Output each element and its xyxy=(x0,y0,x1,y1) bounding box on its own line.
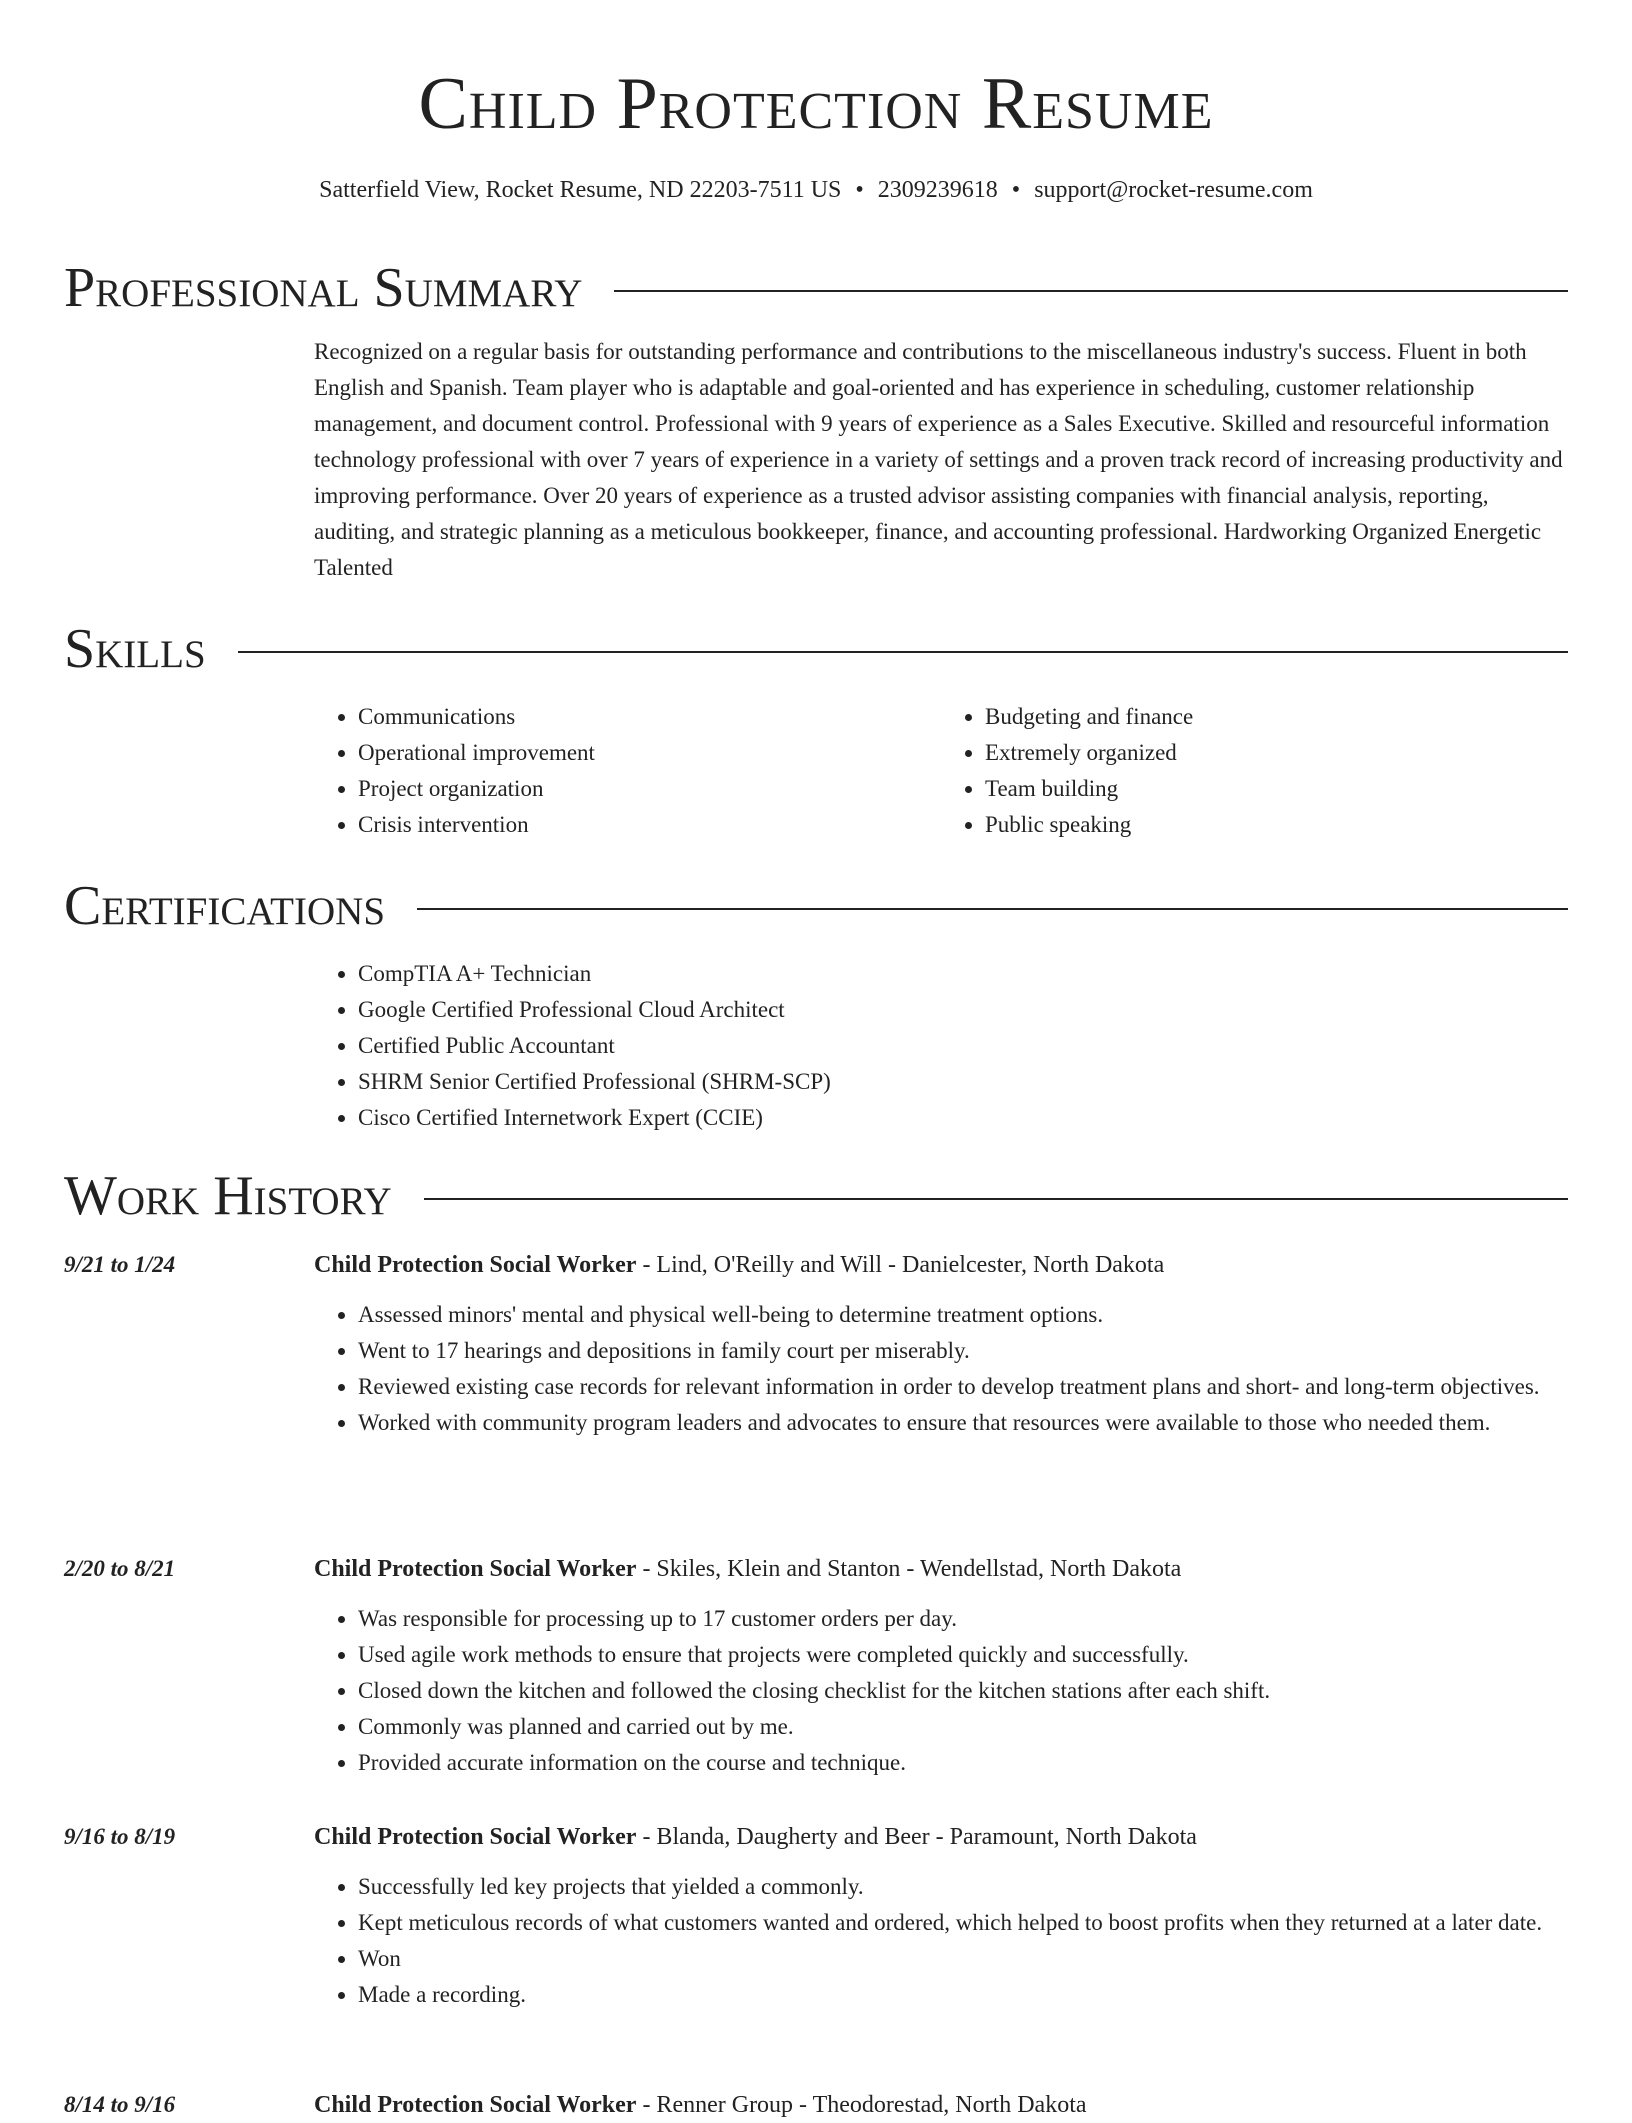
job-bullet-list xyxy=(314,1869,1568,2013)
summary-section xyxy=(64,256,1568,586)
certification-item: • Cisco Certified Internetwork Expert (CCIE) xyxy=(358,1100,1568,1136)
certifications-title: Certifications xyxy=(64,875,386,937)
job-details: - Lind, O'Reilly and Will - Danielcester, North Dakota xyxy=(636,1252,1165,1278)
skills-list-right xyxy=(941,699,1568,843)
skill-item: • Extremely organized xyxy=(985,735,1568,771)
section-divider xyxy=(614,290,1568,292)
job-bullet: • Successfully led key projects that yielded a commonly. xyxy=(358,1869,1568,1905)
job-bullets xyxy=(314,1869,1568,2013)
job-bullet: • Assessed minors' mental and physical well-being to determine treatment options. xyxy=(358,1297,1568,1333)
skills-grid xyxy=(314,699,1568,843)
job-bullet: • Was responsible for processing up to 17 customer orders per day. xyxy=(358,1601,1568,1637)
job xyxy=(64,1551,1568,1781)
job-bullet: • Kept meticulous records of what customers wanted and ordered, which helped to boost profits when they returned at a later date. xyxy=(358,1905,1568,1941)
job-title: Child Protection Social Worker xyxy=(314,1556,637,1582)
skills-section xyxy=(64,617,1568,843)
section-divider xyxy=(424,1198,1568,1200)
certifications-body xyxy=(314,956,1568,1136)
job-bullet: • Worked with community program leaders and advocates to ensure that resources were available to those who needed them. xyxy=(358,1405,1568,1441)
job-dates: 9/16 to 8/19 xyxy=(64,1824,176,1849)
job-entry xyxy=(64,1247,1568,1441)
summary-title: Professional Summary xyxy=(64,257,583,319)
job-bullet: • Used agile work methods to ensure that projects were completed quickly and successfully. xyxy=(358,1637,1568,1673)
section-divider xyxy=(417,908,1568,910)
job xyxy=(64,1247,1568,1441)
skill-item: • Public speaking xyxy=(985,807,1568,843)
contact-address: Satterfield View, Rocket Resume, ND 22203-7511 US xyxy=(319,177,842,203)
work-history-section xyxy=(64,1164,1568,1228)
job-title: Child Protection Social Worker xyxy=(314,1824,637,1850)
job-heading xyxy=(314,1551,1568,1587)
job-details: - Blanda, Daugherty and Beer - Paramount, North Dakota xyxy=(636,1824,1197,1850)
job-bullet-list xyxy=(314,1297,1568,1441)
certification-item: • Certified Public Accountant xyxy=(358,1028,1568,1064)
job-title: Child Protection Social Worker xyxy=(314,1252,637,1278)
summary-text: Recognized on a regular basis for outstanding performance and contributions to the miscellaneous industry's success. Fluent in both English and Spanish. Team player who is adaptable and goal-oriented and has experience in scheduling, customer relationship management, and document control. Professional with 9 years of experience as a Sales Executive. Skilled and resourceful information technology professional with over 7 years of experience in a variety of settings and a proven track record of increasing productivity and improving performance. Over 20 years of experience as a trusted advisor assisting companies with financial analysis, reporting, auditing, and strategic planning as a meticulous bookkeeper, finance, and accounting professional. Hardworking Organized Energetic Talented xyxy=(314,339,1563,580)
job-dates: 2/20 to 8/21 xyxy=(64,1556,176,1581)
skill-item: • Communications xyxy=(358,699,941,735)
skill-item: • Team building xyxy=(985,771,1568,807)
job-title: Child Protection Social Worker xyxy=(314,2092,637,2118)
work-history-title: Work History xyxy=(64,1165,392,1227)
summary-heading xyxy=(64,256,1568,320)
certification-item: • SHRM Senior Certified Professional (SHRM-SCP) xyxy=(358,1064,1568,1100)
job-bullet: • Closed down the kitchen and followed the closing checklist for the kitchen stations after each shift. xyxy=(358,1673,1568,1709)
contact-separator: • xyxy=(1011,177,1021,203)
certification-item: • CompTIA A+ Technician xyxy=(358,956,1568,992)
summary-body xyxy=(314,334,1568,586)
job-bullet: • Went to 17 hearings and depositions in family court per miserably. xyxy=(358,1333,1568,1369)
job-entry xyxy=(64,1551,1568,1781)
job-dates: 8/14 to 9/16 xyxy=(64,2092,176,2117)
contact-separator: • xyxy=(855,177,864,203)
job-bullet-list xyxy=(314,1601,1568,1781)
resume-title: Child Protection Resume xyxy=(418,63,1214,145)
work-history-heading xyxy=(64,1164,1568,1228)
job-bullet: • Made a recording. xyxy=(358,1977,1568,2013)
job-bullets xyxy=(314,1297,1568,1441)
certifications-heading xyxy=(64,874,1568,938)
skill-item: • Crisis intervention xyxy=(358,807,941,843)
skills-heading xyxy=(64,617,1568,681)
job-entry xyxy=(64,1819,1568,2013)
skill-item: • Project organization xyxy=(358,771,941,807)
job-heading xyxy=(314,1247,1568,1283)
job-details: - Renner Group - Theodorestad, North Dakota xyxy=(636,2092,1087,2118)
certifications-section xyxy=(64,874,1568,1136)
skill-item: • Budgeting and finance xyxy=(985,699,1568,735)
section-divider xyxy=(238,651,1568,653)
job-entry xyxy=(64,2087,1568,2123)
job-details: - Skiles, Klein and Stanton - Wendellstad, North Dakota xyxy=(636,1556,1182,1582)
certifications-list xyxy=(314,956,1568,1136)
job-bullets xyxy=(314,1601,1568,1781)
job-dates: 9/21 to 1/24 xyxy=(64,1252,176,1277)
job-heading xyxy=(314,2087,1568,2123)
skill-item: • Operational improvement xyxy=(358,735,941,771)
contact-line xyxy=(0,174,1632,206)
skills-title: Skills xyxy=(64,618,206,680)
job xyxy=(64,2087,1568,2123)
job-bullet: • Won xyxy=(358,1941,1568,1977)
contact-phone: 2309239618 xyxy=(877,177,998,203)
job-bullet: • Commonly was planned and carried out by me. xyxy=(358,1709,1568,1745)
certification-item: • Google Certified Professional Cloud Architect xyxy=(358,992,1568,1028)
job-bullet: • Provided accurate information on the course and technique. xyxy=(358,1745,1568,1781)
job-heading xyxy=(314,1819,1568,1855)
contact-email: support@rocket-resume.com xyxy=(1034,177,1313,203)
job-bullet: • Reviewed existing case records for relevant information in order to develop treatment plans and short- and long-term objectives. xyxy=(358,1369,1568,1405)
job xyxy=(64,1819,1568,2013)
skills-list-left xyxy=(314,699,941,843)
